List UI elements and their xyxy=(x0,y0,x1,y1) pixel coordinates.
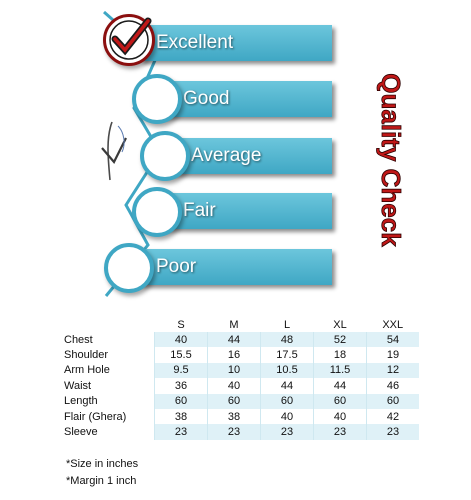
table-row xyxy=(64,363,419,378)
table-row xyxy=(64,378,419,393)
measurement-value: 15.5 xyxy=(155,347,208,362)
measurement-value: 60 xyxy=(367,394,420,409)
measurement-label: Sleeve xyxy=(64,426,98,439)
table-row xyxy=(64,424,419,439)
measurement-label: Flair (Ghera) xyxy=(64,410,127,423)
measurement-value: 40 xyxy=(155,332,208,347)
rating-label-average: Average xyxy=(191,145,262,166)
measurement-value: 40 xyxy=(314,409,367,424)
brand-signature-logo xyxy=(96,118,136,188)
measurement-value: 54 xyxy=(367,332,420,347)
size-chart-table xyxy=(64,318,419,440)
measurement-value: 12 xyxy=(367,363,420,378)
measurement-value: 42 xyxy=(367,409,420,424)
rating-circle-fair xyxy=(132,187,182,237)
size-chart-corner xyxy=(64,318,155,332)
measurement-value: 19 xyxy=(367,347,420,362)
size-column-header: XL xyxy=(333,319,347,331)
size-column-header: XXL xyxy=(382,319,404,331)
measurement-value: 44 xyxy=(208,332,261,347)
measurement-value: 60 xyxy=(208,394,261,409)
measurement-value: 40 xyxy=(208,378,261,393)
measurement-value: 48 xyxy=(261,332,314,347)
quality-check-title xyxy=(376,36,406,284)
table-row xyxy=(64,409,419,424)
measurement-value: 23 xyxy=(155,424,208,439)
measurement-value: 36 xyxy=(155,378,208,393)
measurement-value: 10.5 xyxy=(261,363,314,378)
checkmark-icon xyxy=(106,17,152,63)
measurement-value: 60 xyxy=(155,394,208,409)
rating-bar-excellent xyxy=(140,25,332,61)
measurement-value: 11.5 xyxy=(314,363,367,378)
measurement-value: 18 xyxy=(314,347,367,362)
measurement-label: Shoulder xyxy=(64,349,109,362)
checked-rating-circle xyxy=(103,14,155,66)
measurement-label: Chest xyxy=(64,333,93,346)
measurement-value: 46 xyxy=(367,378,420,393)
table-row xyxy=(64,332,419,347)
table-row xyxy=(64,347,419,362)
measurement-label: Length xyxy=(64,395,98,408)
measurement-value: 23 xyxy=(261,424,314,439)
margin-note: *Margin 1 inch xyxy=(66,475,137,487)
measurement-value: 44 xyxy=(314,378,367,393)
rating-circle-good xyxy=(132,74,182,124)
measurement-value: 17.5 xyxy=(261,347,314,362)
rating-label-fair: Fair xyxy=(183,200,216,221)
size-unit-note: *Size in inches xyxy=(66,458,139,470)
measurement-value: 40 xyxy=(261,409,314,424)
measurement-value: 44 xyxy=(261,378,314,393)
measurement-value: 9.5 xyxy=(155,363,208,378)
measurement-value: 52 xyxy=(314,332,367,347)
measurement-value: 23 xyxy=(314,424,367,439)
measurement-value: 38 xyxy=(208,409,261,424)
quality-check-title-text: Quality Check xyxy=(376,73,406,247)
size-column-header: M xyxy=(229,319,239,331)
size-chart-header-row xyxy=(64,318,419,332)
rating-circle-poor xyxy=(104,243,154,293)
table-row xyxy=(64,394,419,409)
measurement-value: 23 xyxy=(208,424,261,439)
rating-label-poor: Poor xyxy=(156,256,197,277)
rating-bar-poor xyxy=(140,249,332,285)
rating-circle-average xyxy=(140,131,190,181)
measurement-label: Waist xyxy=(64,379,92,392)
rating-label-excellent: Excellent xyxy=(156,32,234,53)
measurement-value: 60 xyxy=(314,394,367,409)
measurement-value: 60 xyxy=(261,394,314,409)
measurement-value: 38 xyxy=(155,409,208,424)
measurement-value: 10 xyxy=(208,363,261,378)
measurement-value: 23 xyxy=(367,424,420,439)
measurement-value: 16 xyxy=(208,347,261,362)
rating-label-good: Good xyxy=(183,88,230,109)
size-column-header: L xyxy=(283,319,291,331)
measurement-label: Arm Hole xyxy=(64,364,110,377)
size-column-header: S xyxy=(177,319,185,331)
